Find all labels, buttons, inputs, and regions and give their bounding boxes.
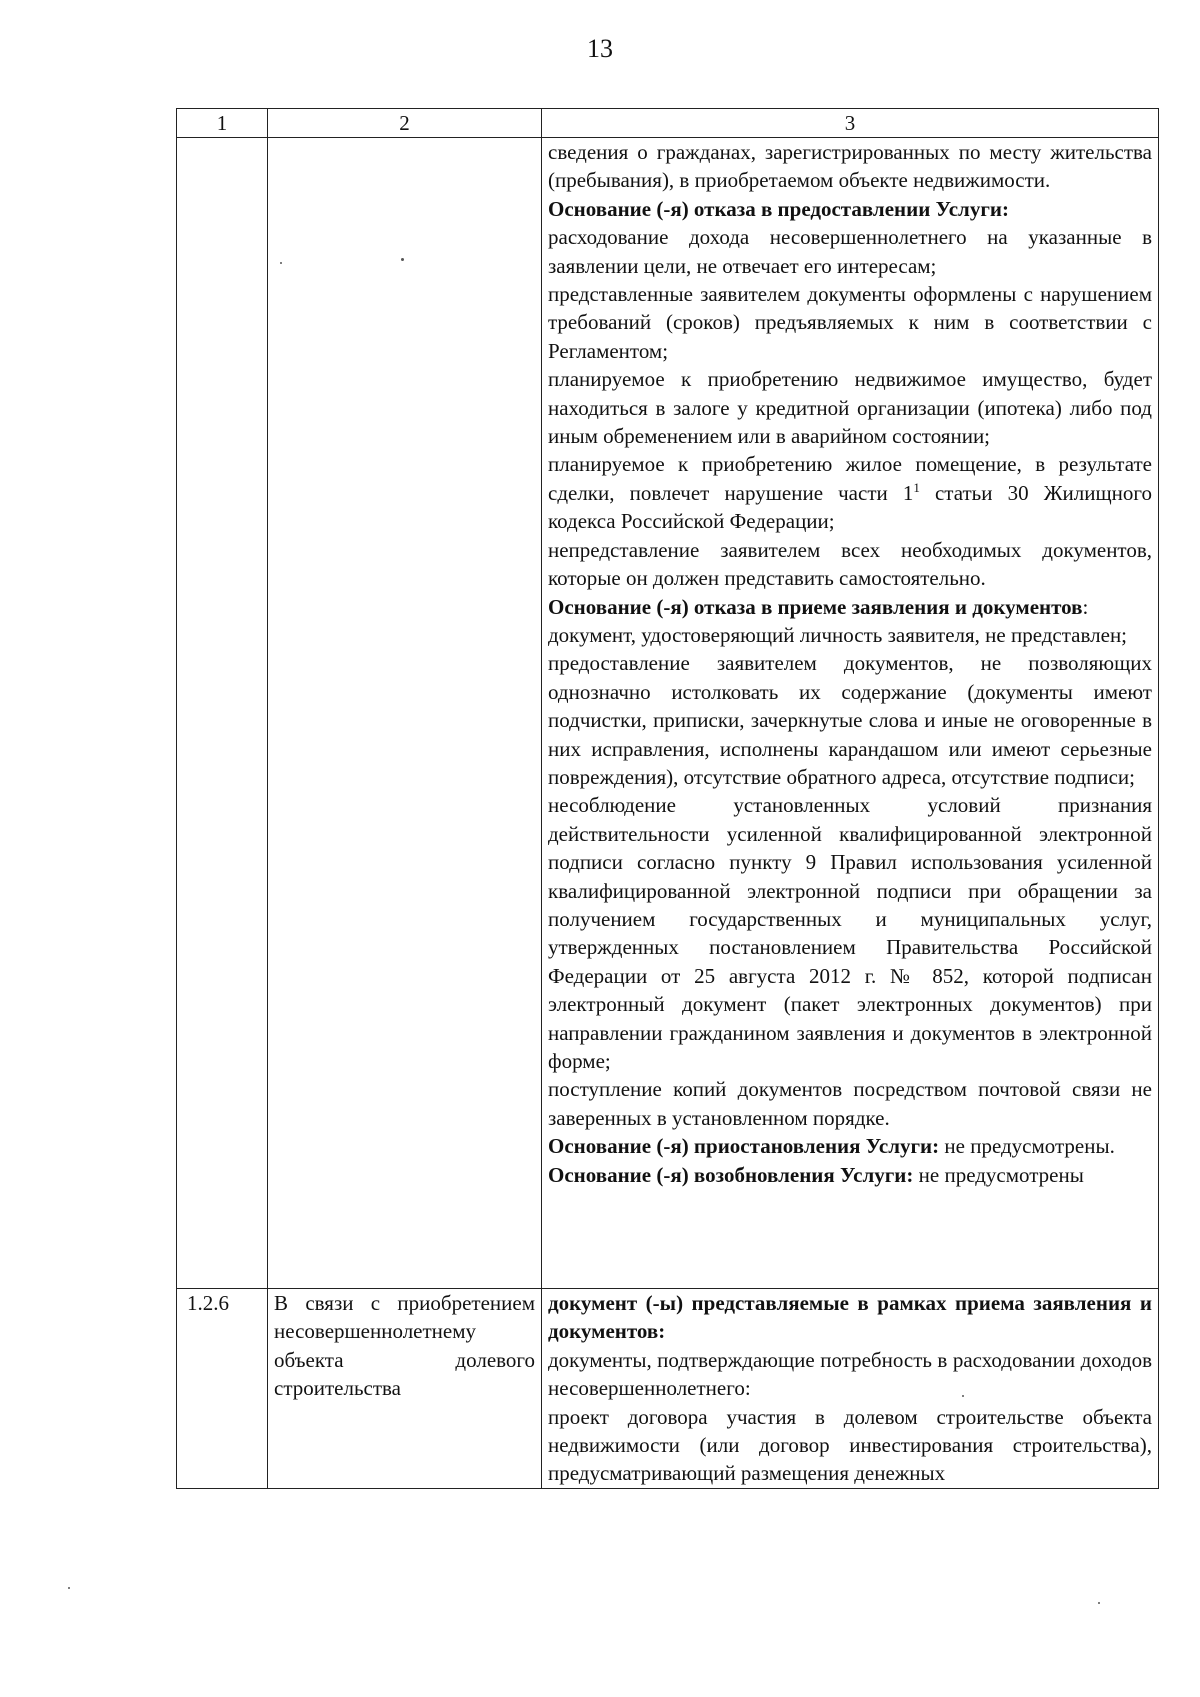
paragraph: сведения о гражданах, зарегистрированных по месту жительства (пребывания), в приобретаемом объекте недвижимости. — [548, 140, 1152, 193]
heading-rest: не предусмотрены. — [939, 1134, 1115, 1159]
header-col-3: 3 — [542, 109, 1159, 138]
paragraph: предоставление заявителем документов, не позволяющих однозначно истолковать их содержание (документы имеют подчистки, приписки, зачеркнутые слова и иные не оговоренные в них исправления, исполнены карандашом или имеют серьезные повреждения), отсутствие обратного адреса, отсутствие подписи; — [548, 651, 1152, 789]
scan-speck — [962, 1395, 964, 1397]
header-col-2: 2 — [268, 109, 542, 138]
continued-col-1 — [177, 138, 268, 1289]
row-number: 1.2.6 — [177, 1289, 268, 1489]
paragraph: проект договора участия в долевом строительстве объекта недвижимости (или договор инвестирования строительства), предусматривающий размещения денежных — [548, 1404, 1152, 1486]
heading-rest: не предусмотрены — [913, 1162, 1084, 1187]
heading-refusal-service: Основание (-я) отказа в предоставлении Услуги: — [548, 196, 1009, 221]
paragraph: документ, удостоверяющий личность заявителя, не представлен; — [548, 622, 1128, 647]
heading-text: Основание (-я) отказа в приеме заявления и документов — [548, 594, 1083, 619]
scan-speck — [401, 258, 404, 261]
superscript: 1 — [913, 479, 920, 495]
paragraph-part: планируемое к приобретению жилое помещение, в результате сделки, повлечет нарушение части 1 — [548, 452, 1152, 505]
heading-documents: документ (-ы) представляемые в рамках приема заявления и документов: — [548, 1291, 1152, 1344]
continued-col-2 — [268, 138, 542, 1289]
heading-suspension — [548, 1132, 1152, 1160]
header-col-1: 1 — [177, 109, 268, 138]
page-number: 13 — [587, 34, 613, 63]
heading-refusal-reception — [548, 593, 1152, 621]
paragraph: расходование дохода несовершеннолетнего на указанные в заявлении цели, не отвечает его интересам; — [548, 225, 1152, 278]
paragraph: документы, подтверждающие потребность в расходовании доходов несовершеннолетнего: — [548, 1347, 1152, 1401]
paragraph-part: статьи 30 Жилищного кодекса Российской Федерации; — [548, 480, 1152, 534]
paragraph: представленные заявителем документы оформлены с нарушением требований (сроков) предъявляемых к ним в соответствии с Регламентом; — [548, 282, 1152, 363]
description-text: В связи с приобретением несовершеннолетнему объекта долевого строительства — [274, 1291, 535, 1401]
heading-colon: : — [1082, 594, 1089, 619]
table-row-continued — [177, 138, 1159, 1289]
heading-text: Основание (-я) приостановления Услуги: — [548, 1134, 940, 1159]
paragraph-with-superscript — [548, 450, 1152, 535]
paragraph: планируемое к приобретению недвижимое имущество, будет находиться в залоге у кредитной организации (ипотека) либо под иным обременением или в аварийном состоянии; — [548, 367, 1152, 449]
heading-resumption — [548, 1161, 1152, 1189]
table-header-row — [177, 109, 1159, 138]
paragraph: непредставление заявителем всех необходимых документов, которые он должен представить самостоятельно. — [548, 537, 1152, 591]
scan-speck — [280, 262, 282, 264]
row-description — [268, 1289, 542, 1489]
scan-speck — [68, 1587, 70, 1589]
scan-speck — [1098, 1602, 1100, 1604]
heading-text: Основание (-я) возобновления Услуги: — [548, 1162, 914, 1187]
paragraph: несоблюдение установленных условий признания действительности усиленной квалифицированной электронной подписи согласно пункту 9 Правил использования усиленной квалифицированной электронной подписи при обращении за получением государственных и муниципальных услуг, утвержденных постановлением Правительства Российской Федерации от 25 августа 2012 г. № 852, которой подписан электронный документ (пакет электронных документов) при направлении гражданином заявления и документов в электронной форме; — [548, 793, 1152, 1073]
row-documents — [542, 1289, 1159, 1489]
continued-col-3 — [542, 138, 1159, 1289]
table-row-1-2-6 — [177, 1289, 1159, 1489]
document-table — [176, 108, 1159, 1489]
paragraph: поступление копий документов посредством почтовой связи не заверенных в установленном порядке. — [548, 1077, 1152, 1130]
